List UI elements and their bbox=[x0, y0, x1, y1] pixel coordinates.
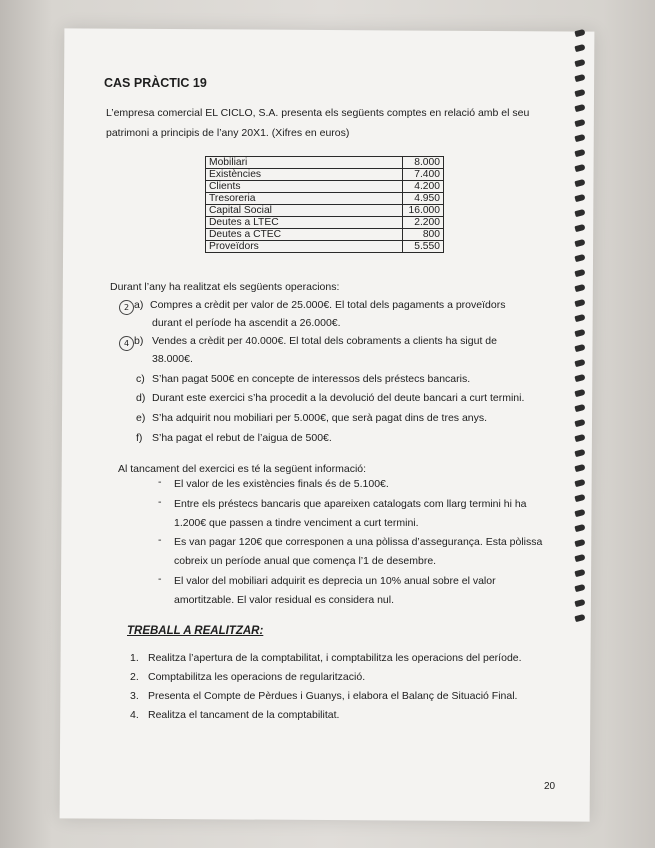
table-row bbox=[206, 205, 444, 217]
account-value: 8.000 bbox=[403, 157, 444, 169]
account-value: 800 bbox=[403, 229, 444, 241]
closing-item-4-line-2: amortitzable. El valor residual es considera nul. bbox=[174, 594, 395, 606]
intro-line-2: patrimoni a principis de l’any 20X1. (Xifres en euros) bbox=[106, 127, 350, 139]
task-text: Realitza l’apertura de la comptabilitat, i comptabilitza les operacions del període. bbox=[148, 652, 522, 664]
bullet-dash: - bbox=[158, 496, 162, 508]
intro-line-1: L’empresa comercial EL CICLO, S.A. presenta els següents comptes en relació amb el seu bbox=[106, 107, 530, 119]
table-row bbox=[206, 217, 444, 229]
work-heading: TREBALL A REALITZAR: bbox=[127, 625, 264, 637]
handwritten-circle-mark: 4 bbox=[119, 336, 134, 351]
closing-item-4-line-1: El valor del mobiliari adquirit es deprecia un 10% anual sobre el valor bbox=[174, 575, 496, 587]
operation-d-text: Durant este exercici s’ha procedit a la devolució del deute bancari a curt termini. bbox=[152, 392, 525, 404]
table-row bbox=[206, 193, 444, 205]
account-name: Tresoreria bbox=[206, 193, 403, 205]
operation-f-text: S’ha pagat el rebut de l’aigua de 500€. bbox=[152, 432, 332, 444]
operation-e-text: S’ha adquirit nou mobiliari per 5.000€, que serà pagat dins de tres anys. bbox=[152, 412, 488, 424]
account-name: Deutes a LTEC bbox=[206, 217, 403, 229]
closing-item-1-line-1: El valor de les existències finals és de 5.100€. bbox=[174, 478, 389, 490]
table-row bbox=[206, 181, 444, 193]
closing-item-2-line-2: 1.200€ que passen a tindre venciment a curt termini. bbox=[174, 517, 419, 529]
operation-d-letter: d) bbox=[136, 392, 146, 404]
task-number: 2. bbox=[130, 671, 139, 683]
closing-item-3-line-2: cobreix un període anual que comença l’1 de desembre. bbox=[174, 555, 437, 567]
operation-a-letter: a) bbox=[134, 299, 144, 311]
operation-c-letter: c) bbox=[136, 373, 145, 385]
operation-e-letter: e) bbox=[136, 412, 146, 424]
account-value: 4.950 bbox=[403, 193, 444, 205]
account-name: Deutes a CTEC bbox=[206, 229, 403, 241]
account-name: Existències bbox=[206, 169, 403, 181]
account-value: 2.200 bbox=[403, 217, 444, 229]
operation-b-letter: b) bbox=[134, 335, 144, 347]
account-value: 4.200 bbox=[403, 181, 444, 193]
task-number: 1. bbox=[130, 652, 139, 664]
page-number: 20 bbox=[544, 781, 556, 792]
account-value: 16.000 bbox=[403, 205, 444, 217]
bullet-dash: - bbox=[158, 534, 162, 546]
page-title: CAS PRÀCTIC 19 bbox=[104, 76, 207, 90]
accounts-table bbox=[205, 156, 444, 253]
bullet-dash: - bbox=[158, 476, 162, 488]
closing-heading: Al tancament del exercici es té la següent informació: bbox=[118, 463, 367, 475]
table-row bbox=[206, 229, 444, 241]
handwritten-circle-mark: 2 bbox=[119, 300, 134, 315]
operation-a-line-2: durant el període ha ascendit a 26.000€. bbox=[152, 317, 341, 329]
account-name: Clients bbox=[206, 181, 403, 193]
closing-item-2-line-1: Entre els préstecs bancaris que apareixen catalogats com llarg termini hi ha bbox=[174, 498, 527, 510]
table-row bbox=[206, 157, 444, 169]
task-text: Presenta el Compte de Pèrdues i Guanys, i elabora el Balanç de Situació Final. bbox=[148, 690, 518, 702]
bullet-dash: - bbox=[158, 573, 162, 585]
operation-b-line-1: Vendes a crèdit per 40.000€. El total dels cobraments a clients ha sigut de bbox=[152, 335, 497, 347]
account-value: 7.400 bbox=[403, 169, 444, 181]
task-text: Comptabilitza les operacions de regularització. bbox=[148, 671, 366, 683]
spiral-binding bbox=[571, 30, 593, 630]
operation-a-line-1: Compres a crèdit per valor de 25.000€. El total dels pagaments a proveïdors bbox=[150, 299, 506, 311]
operations-heading: Durant l’any ha realitzat els següents operacions: bbox=[110, 281, 340, 293]
account-name: Mobiliari bbox=[206, 157, 403, 169]
task-number: 3. bbox=[130, 690, 139, 702]
operation-f-letter: f) bbox=[136, 432, 143, 444]
operation-b-line-2: 38.000€. bbox=[152, 353, 193, 365]
operation-c-text: S’han pagat 500€ en concepte de interessos dels préstecs bancaris. bbox=[152, 373, 471, 385]
account-name: Proveïdors bbox=[206, 241, 403, 253]
task-text: Realitza el tancament de la comptabilitat. bbox=[148, 709, 340, 721]
table-row bbox=[206, 241, 444, 253]
account-value: 5.550 bbox=[403, 241, 444, 253]
account-name: Capital Social bbox=[206, 205, 403, 217]
table-row bbox=[206, 169, 444, 181]
task-number: 4. bbox=[130, 709, 139, 721]
closing-item-3-line-1: Es van pagar 120€ que corresponen a una pòlissa d’assegurança. Esta pòlissa bbox=[174, 536, 543, 548]
